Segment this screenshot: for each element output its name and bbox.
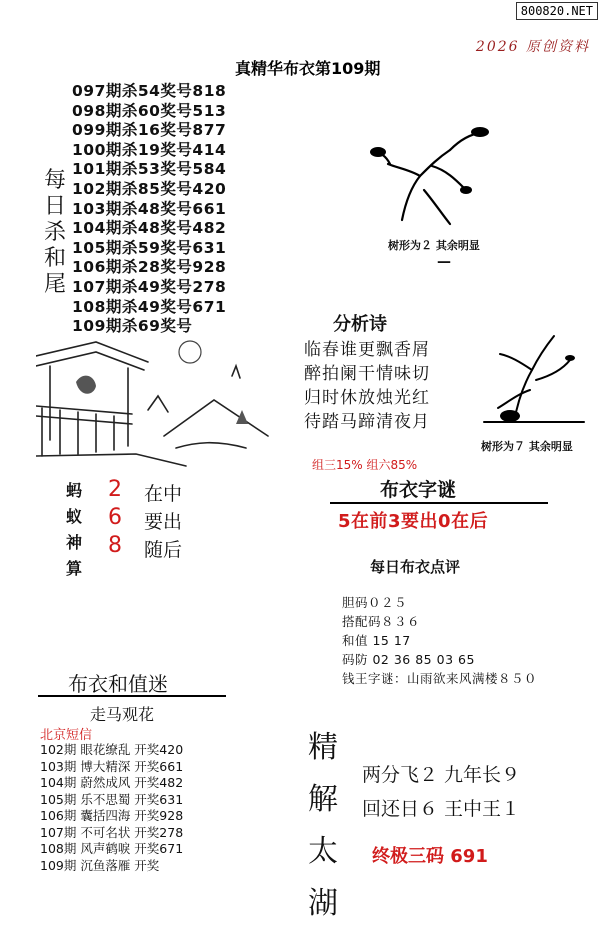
list-item: 100期杀19奖号414 [72, 140, 227, 159]
original-stamp: 2026 原创资料 [475, 39, 590, 55]
final-three-code: 终极三码 691 [372, 846, 488, 867]
tree-caption-top: 树形为２ 其余明显 [388, 239, 480, 252]
list-item: 097期杀54奖号818 [72, 82, 227, 100]
poem-title: 分析诗 [333, 314, 387, 335]
poem-line: 待踏马蹄清夜月 [304, 412, 430, 432]
list-item: 103期杀48奖号661 [72, 199, 227, 218]
list-item: 101期杀53奖号584 [72, 160, 227, 179]
list-item: 108期杀49奖号671 [72, 297, 227, 316]
jingjie-vertical [306, 722, 340, 930]
site-badge: 800820.NET [516, 2, 598, 20]
ant-digit: 8 [108, 533, 122, 558]
review-line: 搭配码８３６ [342, 614, 421, 629]
review-title: 每日布衣点评 [370, 558, 461, 576]
review-list [342, 593, 537, 688]
list-item: 098期杀60奖号513 [72, 101, 227, 120]
list-item: 102期杀85奖号420 [72, 179, 227, 198]
review-line: 码防 02 36 85 03 65 [342, 652, 475, 667]
tree-sketch-bottom [474, 330, 596, 434]
ant-word: 随后 [144, 539, 183, 561]
riddle-divider [330, 502, 548, 504]
tree-caption-bottom: 树形为７ 其余明显 [481, 440, 573, 453]
vertical-char: 太 [308, 834, 338, 869]
vertical-char: 解 [308, 782, 338, 817]
vertical-char: 每 [43, 168, 66, 193]
list-item: 102期 眼花缭乱 开奖420 [40, 742, 184, 757]
ant-labels [66, 478, 82, 582]
jingjie-line: 回还日６ 王中王１ [362, 798, 521, 820]
kill-list [72, 82, 226, 337]
list-item: 107期 不可名状 开奖278 [40, 824, 184, 840]
ant-word: 要出 [144, 511, 183, 533]
list-item: 109期杀69奖号 [72, 317, 193, 336]
page-title: 真精华布衣第109期 [235, 59, 381, 78]
list-item: 106期 囊括四海 开奖928 [40, 808, 184, 823]
ant-digit: 2 [108, 477, 122, 502]
ant-words [144, 480, 182, 564]
list-item: 105期杀59奖号631 [72, 238, 227, 257]
list-item: 107期杀49奖号278 [72, 277, 227, 296]
pavilion-sketch [36, 336, 272, 472]
vertical-char: 日 [43, 194, 66, 219]
beijing-title: 北京短信 [40, 728, 93, 743]
ant-digits [108, 476, 122, 560]
vertical-char: 精 [308, 730, 338, 765]
ant-label-char: 算 [66, 559, 83, 578]
poem-line: 归时休放烛光红 [304, 388, 430, 408]
riddle-answer: 5在前3要出0在后 [338, 511, 489, 532]
ant-digit: 6 [108, 505, 122, 530]
review-line: 和值 15 17 [342, 633, 411, 648]
vertical-char: 和 [43, 246, 66, 271]
ant-label-char: 神 [66, 533, 83, 552]
list-item: 105期 乐不思蜀 开奖631 [40, 791, 184, 807]
list-item: 106期杀28奖号928 [72, 258, 227, 277]
poem-line: 醉拍阑干情味切 [304, 364, 430, 384]
hezhi-divider [38, 695, 226, 697]
poem [304, 338, 430, 434]
list-item: 104期 蔚然成风 开奖482 [40, 775, 184, 790]
caption-dash: — [437, 254, 451, 270]
jingjie-line: 两分飞２ 九年长９ [362, 764, 521, 786]
vertical-char: 杀 [43, 220, 66, 245]
list-item: 108期 风声鹤唳 开奖671 [40, 841, 184, 856]
vertical-char: 湖 [308, 886, 338, 921]
ant-label-char: 蚁 [66, 507, 83, 526]
review-line: 胆码０２５ [342, 595, 408, 610]
list-item: 103期 博大精深 开奖661 [40, 758, 184, 774]
beijing-list [40, 742, 183, 874]
jingjie-lines [362, 758, 520, 826]
review-line: 钱王字谜：山雨欲来风满楼８５０ [342, 671, 538, 686]
ant-word: 在中 [144, 483, 183, 505]
ant-label-char: 蚂 [66, 481, 83, 500]
list-item: 099期杀16奖号877 [72, 121, 227, 140]
hezhi-title: 布衣和值迷 [68, 672, 168, 696]
vertical-title [40, 168, 70, 298]
hezhi-subtitle: 走马观花 [90, 705, 155, 724]
list-item: 104期杀48奖号482 [72, 219, 227, 238]
pct-text: 组三15% 组六85% [312, 458, 418, 472]
tree-sketch-top [360, 120, 500, 232]
list-item: 109期 沉鱼落雁 开奖 [40, 857, 160, 873]
riddle-title: 布衣字谜 [380, 479, 457, 501]
poem-line: 临春谁更飘香屑 [304, 340, 430, 360]
vertical-char: 尾 [43, 272, 66, 297]
